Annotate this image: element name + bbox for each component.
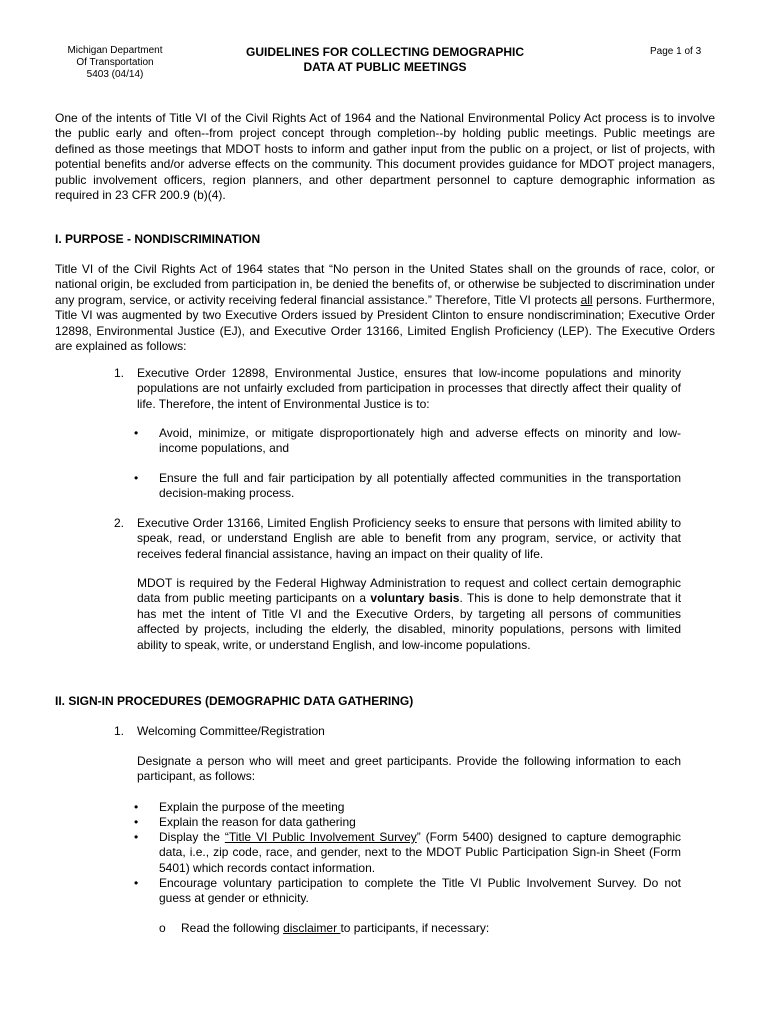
bullet-ensure: Ensure the full and fair participation by all potentially affected communities in the transportation decision-making process. <box>159 471 681 501</box>
all-underlined: all <box>580 292 593 307</box>
title-line-2: DATA AT PUBLIC MEETINGS <box>303 60 467 74</box>
mdot-paragraph <box>137 576 681 653</box>
department-line-1: Michigan Department <box>67 45 163 56</box>
voluntary-basis-bold: voluntary basis <box>370 591 460 606</box>
bullet-icon: • <box>134 876 139 890</box>
page-number: Page 1 of 3 <box>650 46 702 57</box>
display-text-b: ” (Form 5400) designed to capture demographic data, i.e., zip code, race, and gender, next to the MDOT Public Participation Sign-in Sheet (Form 5401) which records contact information. <box>159 830 681 875</box>
designate-paragraph: Designate a person who will meet and greet participants. Provide the following information to each participant, as follows: <box>137 754 681 784</box>
bullet-avoid: Avoid, minimize, or mitigate disproportionately high and adverse effects on minority and low-income populations, and <box>159 426 681 456</box>
disclaimer-instruction <box>181 921 681 936</box>
item-1-number: 1. <box>114 724 125 738</box>
bullet-explain-reason: Explain the reason for data gathering <box>159 815 356 829</box>
section-1-paragraph <box>55 262 715 354</box>
survey-link[interactable]: “Title VI Public Involvement Survey <box>224 830 417 844</box>
bullet-display-survey <box>159 830 681 876</box>
bullet-explain-purpose: Explain the purpose of the meeting <box>159 800 345 814</box>
department-block <box>60 45 170 81</box>
display-text-a: Display the <box>159 830 225 844</box>
bullet-encourage: Encourage voluntary participation to complete the Title VI Public Involvement Survey. Do not guess at gender or ethnicity. <box>159 876 681 906</box>
title-line-1: GUIDELINES FOR COLLECTING DEMOGRAPHIC <box>245 45 524 59</box>
section-2-heading: II. SIGN-IN PROCEDURES (DEMOGRAPHIC DATA GATHERING) <box>55 694 414 708</box>
disclaimer-link[interactable]: disclaimer <box>283 921 341 935</box>
bullet-icon: • <box>134 815 139 829</box>
item-2-text: Executive Order 13166, Limited English Proficiency seeks to ensure that persons with limited ability to speak, read, or understand English are able to benefit from any program, service, or activity that receives federal financial assistance, having an impact on their quality of life. <box>137 516 681 561</box>
section-1-text-b: persons. Furthermore, Title VI was augmented by two Executive Orders issued by President Clinton to ensure nondiscrimination; Executive Order 12898, Environmental Justice (EJ), and Executive Order 13166, Limited English Proficiency (LEP). The Executive Orders are explained as follows: <box>55 292 716 354</box>
bullet-icon: • <box>134 830 139 844</box>
form-number: 5403 (04/14) <box>86 69 144 80</box>
item-1-number: 1. <box>114 366 125 380</box>
item-1-text: Executive Order 12898, Environmental Justice, ensures that low-income populations and minority populations are not unfairly excluded from participation in processes that directly affect their quality of life. Therefore, the intent of Environmental Justice is to: <box>137 366 681 411</box>
item-2-number: 2. <box>114 516 125 530</box>
disclaimer-text-b: to participants, if necessary: <box>340 921 490 935</box>
intro-paragraph: One of the intents of Title VI of the Civil Rights Act of 1964 and the National Environmental Policy Act process is to involve the public early and often--from project concept through completion--by holding public meetings. Public meetings are defined as those meetings that MDOT hosts to inform and gather input from the public on a project, or list of projects, with potential benefits and/or adverse effects on the community. This document provides guidance for MDOT project managers, public involvement officers, region planners, and other department personnel to capture demographic information as required in 23 CFR 200.9 (b)(4). <box>55 111 715 203</box>
mdot-text-b: . This is done to help demonstrate that it has met the intent of Title VI and the Executive Orders, by targeting all persons of communities affected by projects, including the elderly, the disabled, minority populations, persons with limited ability to speak, write, or understand English, and low-income populations. <box>137 591 682 652</box>
bullet-icon: • <box>134 800 139 814</box>
bullet-icon: • <box>134 426 139 440</box>
section-1-heading: I. PURPOSE - NONDISCRIMINATION <box>55 232 261 246</box>
document-title <box>200 45 570 75</box>
bullet-icon: • <box>134 471 139 485</box>
sub-bullet-icon: o <box>159 921 166 935</box>
disclaimer-text-a: Read the following <box>181 921 284 935</box>
section-1-text-a: Title VI of the Civil Rights Act of 1964 states that “No person in the United States shall on the grounds of race, color, or national origin, be excluded from participation in, be denied the benefits of, or otherwise be subjected to discrimination under any program, service, or activity receiving federal financial assistance.” Therefore, Title VI protects <box>55 262 715 307</box>
department-line-2: Of Transportation <box>76 57 154 68</box>
welcoming-committee: Welcoming Committee/Registration <box>137 724 325 738</box>
mdot-text-a: MDOT is required by the Federal Highway Administration to request and collect certain demographic data from public meeting participants on a <box>137 576 681 606</box>
